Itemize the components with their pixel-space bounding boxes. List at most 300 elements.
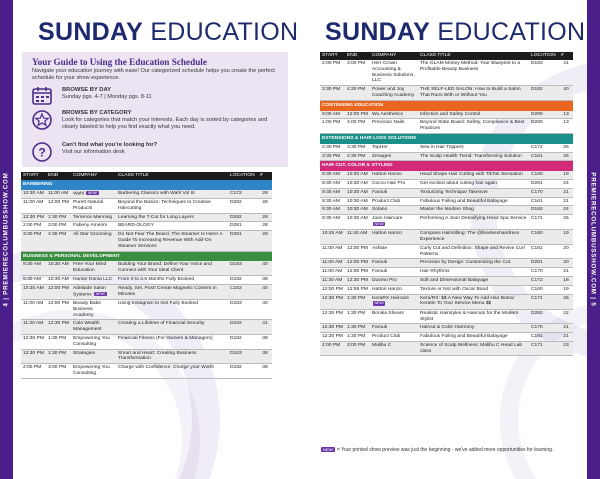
guide-item-text: Look for categories that match your interests. Each day is sorted by categories and clearly labeled to help you find exactly what you need. xyxy=(62,117,268,130)
cell-start: 12:30 PM xyxy=(320,333,345,342)
cell-location: D182 xyxy=(228,334,258,349)
cell-number: 19 xyxy=(559,285,573,294)
cell-start: 11:00 AM xyxy=(21,299,46,319)
cell-class-title: Do Not Fear The Beard, The Steamer Is Here! A Guide To Increasing Revenue With Add-On Steamer Services xyxy=(116,231,228,251)
cell-number: 21 xyxy=(559,268,573,277)
cell-company: Solano xyxy=(370,206,418,215)
cell-location: D183 xyxy=(228,261,258,275)
cell-end: 3:00 PM xyxy=(345,341,370,356)
cell-class-title: Get excited about cutting hair again xyxy=(418,179,529,188)
table-row xyxy=(320,294,573,309)
cell-end: 10:30 AM xyxy=(345,171,370,179)
cell-class-title: Texture or Not with Oscar Bond xyxy=(418,285,529,294)
spine-text: 4 | PREMIERECOLUMBUSSHOW.COM xyxy=(3,172,11,307)
title-light: EDUCATION xyxy=(150,18,299,46)
cell-company: Empowering You Consulting xyxy=(71,364,116,379)
cell-start: 10:45 AM xyxy=(320,230,345,245)
cell-class-title: Sew in Hair Toppers xyxy=(418,144,529,152)
category-header xyxy=(21,251,272,261)
cell-number: 24 xyxy=(559,179,573,188)
column-header: END xyxy=(46,172,71,180)
cell-class-title: Head Shape Hair Cutting with TikTok Sensation xyxy=(418,171,529,179)
cell-start: 3:30 PM xyxy=(320,152,345,161)
cell-end: 3:00 PM xyxy=(46,364,71,379)
cell-number: 19 xyxy=(559,171,573,179)
cell-location: C160 xyxy=(529,285,559,294)
cell-start: 2:00 PM xyxy=(320,341,345,356)
cell-location: C161 xyxy=(529,197,559,206)
column-header: COMPANY xyxy=(71,172,116,180)
cell-company: Cole Wealth Management xyxy=(71,320,116,335)
table-row xyxy=(21,334,272,349)
cell-end: 1:30 PM xyxy=(345,309,370,324)
table-row xyxy=(320,206,573,215)
guide-item-heading: Can't find what you're looking for? xyxy=(62,142,158,148)
cell-class-title: Charge with Confidence, Charge your Worth xyxy=(116,364,228,379)
cell-number: 20 xyxy=(559,259,573,268)
column-header: START xyxy=(21,172,46,180)
cell-start: 9:30 AM xyxy=(320,171,345,179)
cell-start: 9:30 AM xyxy=(320,215,345,230)
table-row xyxy=(320,285,573,294)
category-label: BARBERING xyxy=(21,180,272,190)
cell-class-title: Curly Cut and Definition: Shape and Revive Curl Patterns xyxy=(418,244,529,259)
cell-end: 12:55 PM xyxy=(345,285,370,294)
cell-number: 40 xyxy=(258,299,272,319)
cell-start: 3:30 PM xyxy=(21,231,46,251)
cell-location: C170 xyxy=(529,188,559,197)
cell-company: Farouk xyxy=(370,188,418,197)
table-row xyxy=(320,86,573,101)
cell-location: C170 xyxy=(529,268,559,277)
cell-end: 1:30 PM xyxy=(46,349,71,364)
table-row xyxy=(21,299,272,319)
cell-company: Product Club xyxy=(370,197,418,206)
cell-start: 2:00 PM xyxy=(21,222,46,231)
cell-location: C161 xyxy=(529,333,559,342)
schedule-table xyxy=(21,172,272,379)
cell-number: 19 xyxy=(559,230,573,245)
cell-class-title: Barbering Classics with Wahl Vol III xyxy=(116,190,228,199)
cell-class-title: Science of Scalp Wellness: Malibu C Head Lab class xyxy=(418,341,529,356)
star-badge-icon xyxy=(30,109,54,131)
cell-location: D281 xyxy=(228,222,258,231)
cell-location: D282 xyxy=(228,213,258,222)
cell-company: Precision Nails xyxy=(370,119,418,134)
cell-class-title: Using Instagram to Get Fully Booked xyxy=(116,299,228,319)
cell-location: D281 xyxy=(529,179,559,188)
cell-start: 10:30 AM xyxy=(21,284,46,299)
cell-end: 10:30 AM xyxy=(345,215,370,230)
cell-number: 40 xyxy=(559,86,573,101)
cell-start: 9:30 AM xyxy=(320,188,345,197)
schedule-table xyxy=(320,52,573,356)
cell-start: 10:30 AM xyxy=(21,190,46,199)
cell-number: 24 xyxy=(559,206,573,215)
cell-start: 2:00 PM xyxy=(21,364,46,379)
cell-location: C170 xyxy=(529,324,559,333)
cell-company: Beauty Babe Business Academy xyxy=(71,299,116,319)
cell-start: 12:30 PM xyxy=(320,294,345,309)
table-row xyxy=(320,144,573,152)
table-row xyxy=(320,152,573,161)
category-label: CONTINUING EDUCATION xyxy=(320,100,573,110)
cell-end: 3:30 PM xyxy=(345,144,370,152)
cell-end: 12:30 PM xyxy=(46,320,71,335)
cell-number: 41 xyxy=(559,60,573,86)
cell-start: 9:30 AM xyxy=(320,179,345,188)
cell-number: 22 xyxy=(559,309,573,324)
category-label: HAIR CUT, COLOR & STYLING xyxy=(320,161,573,171)
cell-class-title: Creating a Lifetime of Financial Security xyxy=(116,320,228,335)
cell-location: D183 xyxy=(228,299,258,319)
table-row xyxy=(21,231,272,251)
cell-location: C161 xyxy=(529,152,559,161)
cell-start: 9:30 AM xyxy=(21,261,46,275)
cell-end: 10:30 AM xyxy=(345,188,370,197)
cell-start: 2:00 PM xyxy=(320,60,345,86)
cell-class-title: Performing A Joon Detoxifying Head Spa Service xyxy=(418,215,529,230)
page-spine xyxy=(0,0,13,479)
footnote-text: = Your printed show preview was just the beginning - we've added more opportunities for learning. xyxy=(336,447,554,453)
cell-company: Hattori Hanzo xyxy=(370,171,418,179)
table-row xyxy=(320,324,573,333)
cell-start: 11:00 AM xyxy=(21,199,46,214)
spine-text: PREMIERECOLUMBUSSHOW.COM | 5 xyxy=(590,172,598,307)
cell-end: 12:00 PM xyxy=(345,259,370,268)
cell-class-title: Infection and Safety Control xyxy=(418,111,529,119)
table-row xyxy=(320,309,573,324)
table-row xyxy=(21,284,272,299)
table-row xyxy=(320,111,573,119)
guide-item-text: Visit our information desk xyxy=(62,149,125,155)
svg-text:?: ? xyxy=(38,145,46,160)
cell-end: 3:00 PM xyxy=(46,222,71,231)
cell-end: 12:30 PM xyxy=(345,277,370,286)
table-row xyxy=(320,244,573,259)
cell-end: 11:40 AM xyxy=(345,230,370,245)
cell-class-title: Texturizing Technique Takeover xyxy=(418,188,529,197)
table-row xyxy=(320,197,573,206)
cell-location: D182 xyxy=(228,320,258,335)
cell-end: 12:00 PM xyxy=(345,268,370,277)
cell-end: 10:30 AM xyxy=(345,197,370,206)
cell-number: 26 xyxy=(559,144,573,152)
cell-number: 23 xyxy=(559,341,573,356)
cell-company: Duomo Pro xyxy=(370,277,418,286)
cell-class-title: Ready, Set, Post! Create Magnetic Content in Minutes xyxy=(116,284,228,299)
cell-start: 9:30 AM xyxy=(320,206,345,215)
cell-number: 40 xyxy=(258,284,272,299)
cell-company: Cocco Hair Pro xyxy=(370,179,418,188)
cell-start: 12:00 PM xyxy=(320,285,345,294)
cell-class-title: Compass Hairstilling: The @fearlesshairdress Experience xyxy=(418,230,529,245)
cell-class-title: Master the Modern Shag xyxy=(418,206,529,215)
cell-end: 4:30 PM xyxy=(46,231,71,251)
cell-location: C171 xyxy=(529,215,559,230)
cell-company: Bonika Shears xyxy=(370,309,418,324)
table-header xyxy=(320,52,573,60)
cell-location: D281 xyxy=(228,231,258,251)
category-header xyxy=(320,100,573,110)
cell-number: 21 xyxy=(559,188,573,197)
cell-class-title: Soft and Dimensional Balayage xyxy=(418,277,529,286)
table-row xyxy=(21,364,272,379)
table-row xyxy=(320,333,573,342)
cell-number: 13 xyxy=(559,119,573,134)
category-label: EXTENSIONS & HAIR LOSS SOLUTIONS xyxy=(320,133,573,143)
cell-class-title: Hair Rhythms xyxy=(418,268,529,277)
cell-start: 11:00 AM xyxy=(320,244,345,259)
cell-number: 40 xyxy=(258,261,272,275)
cell-start: 1:00 PM xyxy=(320,119,345,134)
cell-company: All Star Grooming xyxy=(71,231,116,251)
cell-location: D183 xyxy=(529,60,559,86)
cell-start: 9:00 AM xyxy=(320,111,345,119)
cell-number: 38 xyxy=(258,349,272,364)
cell-end: 12:00 PM xyxy=(46,199,71,214)
cell-location: D182 xyxy=(228,364,258,379)
cell-location: D281 xyxy=(529,259,559,268)
title-bold: SUNDAY xyxy=(325,18,431,46)
column-header: # xyxy=(258,172,272,180)
cell-start: 9:30 AM xyxy=(21,276,46,285)
column-header: CLASS TITLE xyxy=(116,172,228,180)
cell-end: 4:00 PM xyxy=(345,119,370,134)
new-badge: NEW! xyxy=(323,447,334,453)
cell-class-title: Fabulous Foiling and Beautiful Balayage xyxy=(418,333,529,342)
cell-location: C172 xyxy=(529,144,559,152)
column-header: END xyxy=(345,52,370,60)
cell-number: 29 xyxy=(258,231,272,251)
cell-company: Power and Joy Coaching Academy xyxy=(370,86,418,101)
cell-company: Herr Crown Accounting & Business Solutions, LLC xyxy=(370,60,418,86)
cell-location: C171 xyxy=(529,294,559,309)
cell-end: 1:30 PM xyxy=(46,213,71,222)
cell-end: 12:00 PM xyxy=(345,111,370,119)
cell-location: C171 xyxy=(529,341,559,356)
cell-location: D183 xyxy=(228,349,258,364)
cell-company: Strategies xyxy=(71,349,116,364)
cell-company: Terrence Manning xyxy=(71,213,116,222)
cell-location: D280 xyxy=(529,119,559,134)
cell-company: Hattori Hanzo xyxy=(370,230,418,245)
cell-class-title: Smart and Heart: Creating Business Transformation xyxy=(116,349,228,364)
cell-company: Wahl NEW! xyxy=(71,190,116,199)
cell-class-title: Financial Fitness (For Owners & Managers) xyxy=(116,334,228,349)
cell-class-title: Precision by Design: Customizing the Cut. xyxy=(418,259,529,268)
cell-class-title: Learning the T-Cut for Long Layers xyxy=(116,213,228,222)
title-bold: SUNDAY xyxy=(38,18,144,46)
cell-number: 20 xyxy=(559,244,573,259)
cell-number: 21 xyxy=(559,197,573,206)
cell-end: 11:00 AM xyxy=(46,190,71,199)
cell-number: 25 xyxy=(559,294,573,309)
cell-company: Free Your Mind Education xyxy=(71,261,116,275)
cell-start: 12:30 PM xyxy=(21,349,46,364)
new-badge: NEW! xyxy=(95,291,106,296)
cell-start: 12:30 PM xyxy=(320,309,345,324)
category-header xyxy=(320,133,573,143)
cell-company: Zenagen xyxy=(370,152,418,161)
category-label: BUSINESS & PERSONAL DEVELOPMENT xyxy=(21,251,272,261)
cell-number: 41 xyxy=(258,320,272,335)
cell-number: 18 xyxy=(559,277,573,286)
cell-class-title: BEARD-OLOGY xyxy=(116,222,228,231)
table-row xyxy=(320,171,573,179)
cell-number: 38 xyxy=(258,334,272,349)
guide-intro: Navigate your education journey with ease! Our categorized schedule helps you create the perfect schedule for your show experience. xyxy=(32,68,275,81)
table-row xyxy=(21,276,272,285)
cell-company: KeraRX Haircare NEW! xyxy=(370,294,418,309)
cell-end: 1:30 PM xyxy=(345,333,370,342)
cell-company: Farouk xyxy=(370,259,418,268)
cell-number: 26 xyxy=(559,152,573,161)
cell-end: 12:00 PM xyxy=(345,244,370,259)
cell-company: Product Club xyxy=(370,333,418,342)
table-row xyxy=(320,188,573,197)
cell-start: 11:30 AM xyxy=(21,320,46,335)
page-spine xyxy=(587,0,600,479)
cell-class-title: Realistic Hairstyles & Haircuts for the Modern Stylist xyxy=(418,309,529,324)
cell-location: C162 xyxy=(228,284,258,299)
cell-number: 21 xyxy=(559,324,573,333)
cell-location: D182 xyxy=(228,276,258,285)
table-row xyxy=(320,277,573,286)
cell-end: 3:00 PM xyxy=(345,60,370,86)
cell-end: 1:30 PM xyxy=(345,324,370,333)
table-row xyxy=(21,349,272,364)
cell-end: 10:30 AM xyxy=(46,261,71,275)
cell-company: Wu Aesthetics xyxy=(370,111,418,119)
table-row xyxy=(320,60,573,86)
table-row xyxy=(21,320,272,335)
cell-location: C161 xyxy=(529,244,559,259)
page-title xyxy=(38,18,298,47)
right-page xyxy=(300,0,600,479)
cell-end: 12:00 PM xyxy=(46,284,71,299)
category-header xyxy=(320,161,573,171)
guide-title: Your Guide to Using the Education Schedule xyxy=(32,57,207,67)
new-badge: NEW! xyxy=(374,221,384,226)
cell-start: 11:30 AM xyxy=(320,277,345,286)
column-header: LOCATION xyxy=(228,172,258,180)
cell-location: D282 xyxy=(529,309,559,324)
table-row xyxy=(320,230,573,245)
cell-class-title: THE SELF-LED SALON: How to Build a Salon That Runs With or Without You xyxy=(418,86,529,101)
cell-number: 28 xyxy=(258,199,272,214)
cell-company: Empowering You Consulting xyxy=(71,334,116,349)
cell-number: 38 xyxy=(258,364,272,379)
cell-start: 2:30 PM xyxy=(320,144,345,152)
cell-class-title: Beyond State Board: Safety, Compliance & Best Practices xyxy=(418,119,529,134)
table-row xyxy=(320,259,573,268)
cell-company: Pure0 Natural Products xyxy=(71,199,116,214)
guide-item-heading: BROWSE BY CATEGORY xyxy=(62,110,132,116)
new-badge: NEW! xyxy=(87,190,98,195)
cell-class-title: Haircut & Color Harmony xyxy=(418,324,529,333)
cell-class-title: Beyond the Basics: Techniques to Creative Haircutting xyxy=(116,199,228,214)
cell-company: Fabeny Amerim xyxy=(71,222,116,231)
cell-number: 28 xyxy=(258,222,272,231)
column-header: CLASS TITLE xyxy=(418,52,529,60)
cell-end: 10:30 AM xyxy=(345,206,370,215)
cell-location: C160 xyxy=(529,230,559,245)
cell-company: Hattori Hanzo xyxy=(370,285,418,294)
cell-location: D182 xyxy=(529,206,559,215)
table-row xyxy=(21,261,272,275)
title-light: EDUCATION xyxy=(437,18,586,46)
cell-company: Adelaide Salon Systems NEW! xyxy=(71,284,116,299)
cell-class-title: Kera/RX: $$ A New Way To Add Hair Botox/ Keratin To Your Service Menu $$ xyxy=(418,294,529,309)
cell-number: 13 xyxy=(559,111,573,119)
table-row xyxy=(21,190,272,199)
guide-item-text: Sunday pgs. 4-7 | Monday pgs. 8-11 xyxy=(62,94,152,100)
cell-number: 25 xyxy=(559,215,573,230)
cell-number: 21 xyxy=(559,333,573,342)
table-row xyxy=(320,179,573,188)
cell-end: 4:30 PM xyxy=(345,152,370,161)
cell-location: D280 xyxy=(529,111,559,119)
cell-location: C160 xyxy=(529,171,559,179)
column-header: COMPANY xyxy=(370,52,418,60)
table-row xyxy=(320,215,573,230)
cell-end: 1:30 PM xyxy=(345,294,370,309)
column-header: START xyxy=(320,52,345,60)
cell-number: 28 xyxy=(258,213,272,222)
table-row xyxy=(320,268,573,277)
cell-class-title: Building Your Brand: Define Your Voice and Connect with Your Ideal Client xyxy=(116,261,228,275)
cell-company: Farouk xyxy=(370,268,418,277)
cell-number: 38 xyxy=(258,276,272,285)
guide-item-heading: BROWSE BY DAY xyxy=(62,87,111,93)
footnote xyxy=(320,447,590,453)
cell-company: Malibu C xyxy=(370,341,418,356)
cell-end: 1:30 PM xyxy=(46,334,71,349)
question-icon xyxy=(30,141,54,163)
table-header xyxy=(21,172,272,180)
cell-start: 11:00 AM xyxy=(320,259,345,268)
category-header xyxy=(21,180,272,190)
column-header: # xyxy=(559,52,573,60)
table-row xyxy=(320,341,573,356)
schedule-guide xyxy=(22,52,288,167)
cell-class-title: From 0 to 3.5 Months Fully Booked xyxy=(116,276,228,285)
cell-start: 12:30 PM xyxy=(21,213,46,222)
cell-location: D282 xyxy=(228,199,258,214)
cell-class-title: The GLAM Money Method: Your Blueprint to a Profitable Beauty Business xyxy=(418,60,529,86)
cell-company: Ashtae xyxy=(370,244,418,259)
cell-start: 12:30 PM xyxy=(21,334,46,349)
cell-end: 10:30 AM xyxy=(345,179,370,188)
cell-company: Joon Haircare NEW! xyxy=(370,215,418,230)
cell-company: Hunter Donia LLC xyxy=(71,276,116,285)
cell-company: TopHer xyxy=(370,144,418,152)
cell-start: 12:30 PM xyxy=(320,324,345,333)
cell-end: 12:00 PM xyxy=(46,299,71,319)
cell-location: C172 xyxy=(228,190,258,199)
column-header: LOCATION xyxy=(529,52,559,60)
cell-start: 9:30 AM xyxy=(320,197,345,206)
page-title xyxy=(325,18,585,47)
new-badge: NEW! xyxy=(374,301,384,306)
table-row xyxy=(21,213,272,222)
cell-class-title: Fabulous Foiling and Beautiful Balayage xyxy=(418,197,529,206)
table-row xyxy=(320,119,573,134)
cell-end: 10:30 AM xyxy=(46,276,71,285)
cell-start: 3:30 PM xyxy=(320,86,345,101)
cell-number: 29 xyxy=(258,190,272,199)
